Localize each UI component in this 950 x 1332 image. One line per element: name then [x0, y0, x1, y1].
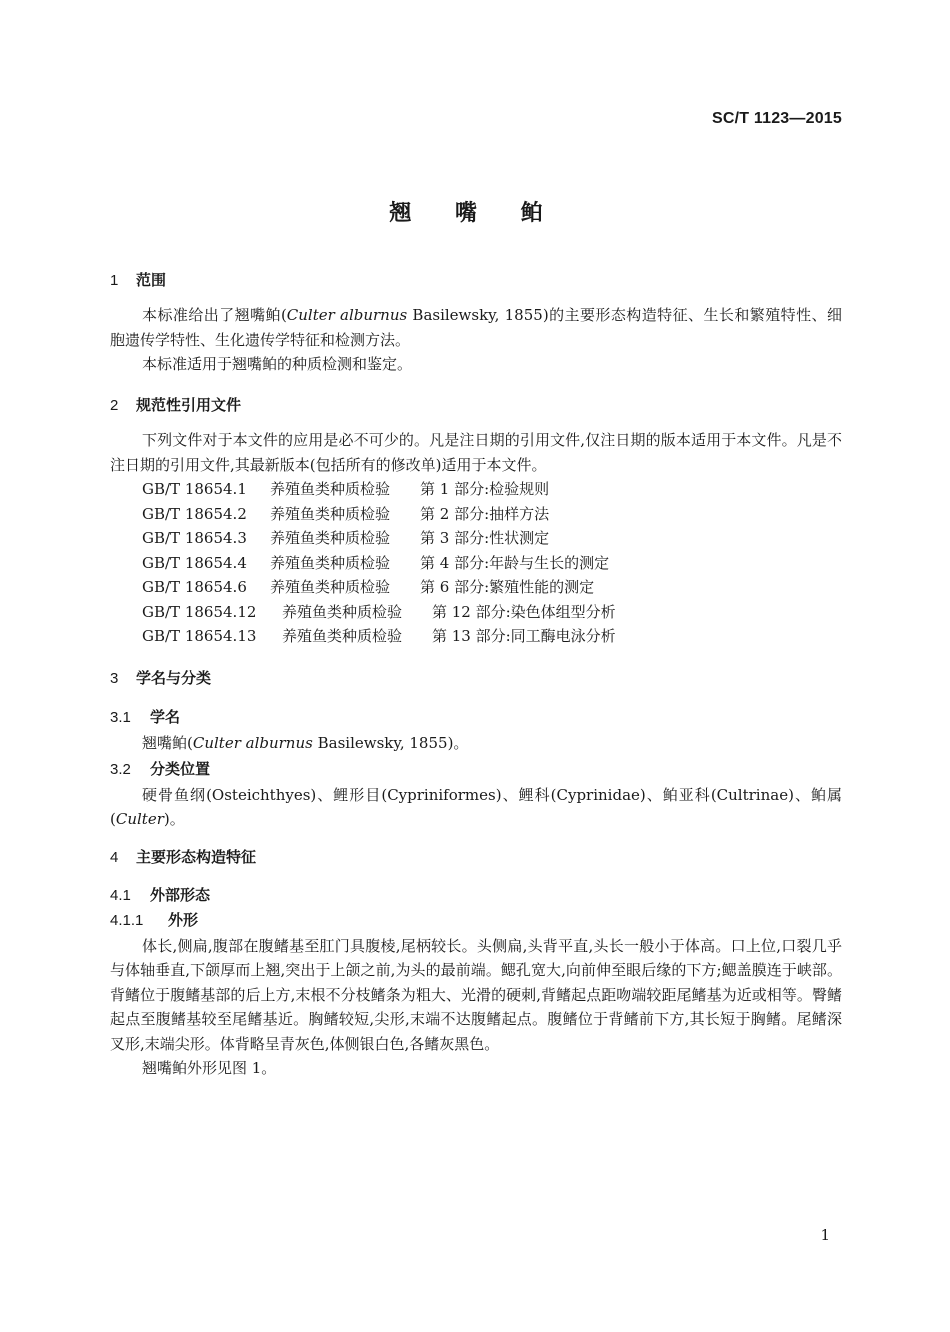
section-heading: 1 范围: [110, 271, 167, 289]
genus-name: Culter: [115, 810, 164, 828]
paragraph: 下列文件对于本文件的应用是必不可少的。凡是注日期的引用文件,仅注日期的版本适用于本文件。凡是不注日期的引用文件,其最新版本(包括所有的修改单)适用于本文件。: [110, 431, 842, 474]
paragraph: 翘嘴鲌外形见图 1。: [142, 1059, 277, 1077]
section-3-2: [110, 757, 842, 832]
section-3-1: [110, 705, 842, 755]
species-name: Culter alburnus: [192, 733, 313, 752]
subsection-heading: 3.2 分类位置: [110, 760, 211, 778]
standard-code: SC/T 1123—2015: [712, 110, 842, 127]
section-4-1: [110, 883, 842, 909]
reference-item: GB/T 18654.2 养殖鱼类种质检验 第 2 部分:抽样方法: [142, 504, 550, 523]
section-heading: 3 学名与分类: [110, 669, 212, 687]
paragraph: 本标准适用于翘嘴鲌的种质检测和鉴定。: [142, 355, 413, 373]
section-4: [110, 845, 842, 871]
species-name: Culter alburnus: [286, 306, 408, 324]
reference-item: GB/T 18654.4 养殖鱼类种质检验 第 4 部分:年龄与生长的测定: [142, 553, 610, 572]
section-1: [110, 268, 842, 294]
section-4-1-1: [110, 908, 842, 1081]
page-number: 1: [820, 1226, 830, 1244]
document-title: 翘 嘴 鲌: [389, 201, 561, 226]
paragraph: 本标准给出了翘嘴鲌(Culter alburnus Basilewsky, 1855)的主要形态构造特征、生长和繁殖特性、细胞遗传学特性、生化遗传学特征和检测方法。: [110, 306, 842, 349]
reference-item: GB/T 18654.1 养殖鱼类种质检验 第 1 部分:检验规则: [142, 480, 550, 498]
reference-item: GB/T 18654.6 养殖鱼类种质检验 第 6 部分:繁殖性能的测定: [142, 578, 595, 596]
subsection-heading: 4.1.1 外形: [110, 911, 199, 929]
reference-item: GB/T 18654.13 养殖鱼类种质检验 第 13 部分:同工酶电泳分析: [142, 627, 616, 645]
subsection-heading: 3.1 学名: [110, 708, 181, 726]
section-1-body: [110, 303, 842, 377]
section-2: [110, 393, 842, 419]
reference-item: GB/T 18654.12 养殖鱼类种质检验 第 12 部分:染色体组型分析: [142, 602, 616, 621]
paragraph: 硬骨鱼纲(Osteichthyes)、鲤形目(Cypriniformes)、鲤科(Cyprinidae)、鲌亚科(Cultrinae)、鲌属(Culter)。: [110, 785, 842, 828]
section-heading: 2 规范性引用文件: [110, 396, 242, 414]
section-2-body: [110, 428, 842, 649]
subsection-heading: 4.1 外部形态: [110, 886, 211, 904]
reference-item: GB/T 18654.3 养殖鱼类种质检验 第 3 部分:性状测定: [142, 529, 550, 547]
section-3: [110, 666, 842, 692]
paragraph: 翘嘴鲌(Culter alburnus Basilewsky, 1855)。: [142, 733, 469, 752]
paragraph: 体长,侧扁,腹部在腹鳍基至肛门具腹棱,尾柄较长。头侧扁,头背平直,头长一般小于体高。口上位,口裂几乎与体轴垂直,下颌厚而上翘,突出于上颌之前,为头的最前端。鳃孔宽大,向前伸至眼后缘的下方;鳃盖膜连于峡部。背鳍位于腹鳍基部的后上方,末根不分枝鳍条为粗大、光滑的硬刺,背鳍起点距吻端较距尾鳍基为近或相等。臀鳍起点至腹鳍基较至尾鳍基近。胸鳍较短,尖形,末端不达腹鳍起点。腹鳍位于背鳍前下方,其长短于胸鳍。尾鳍深叉形,末端尖形。体背略呈青灰色,体侧银白色,各鳍灰黑色。: [110, 936, 842, 1053]
section-heading: 4 主要形态构造特征: [110, 848, 257, 866]
